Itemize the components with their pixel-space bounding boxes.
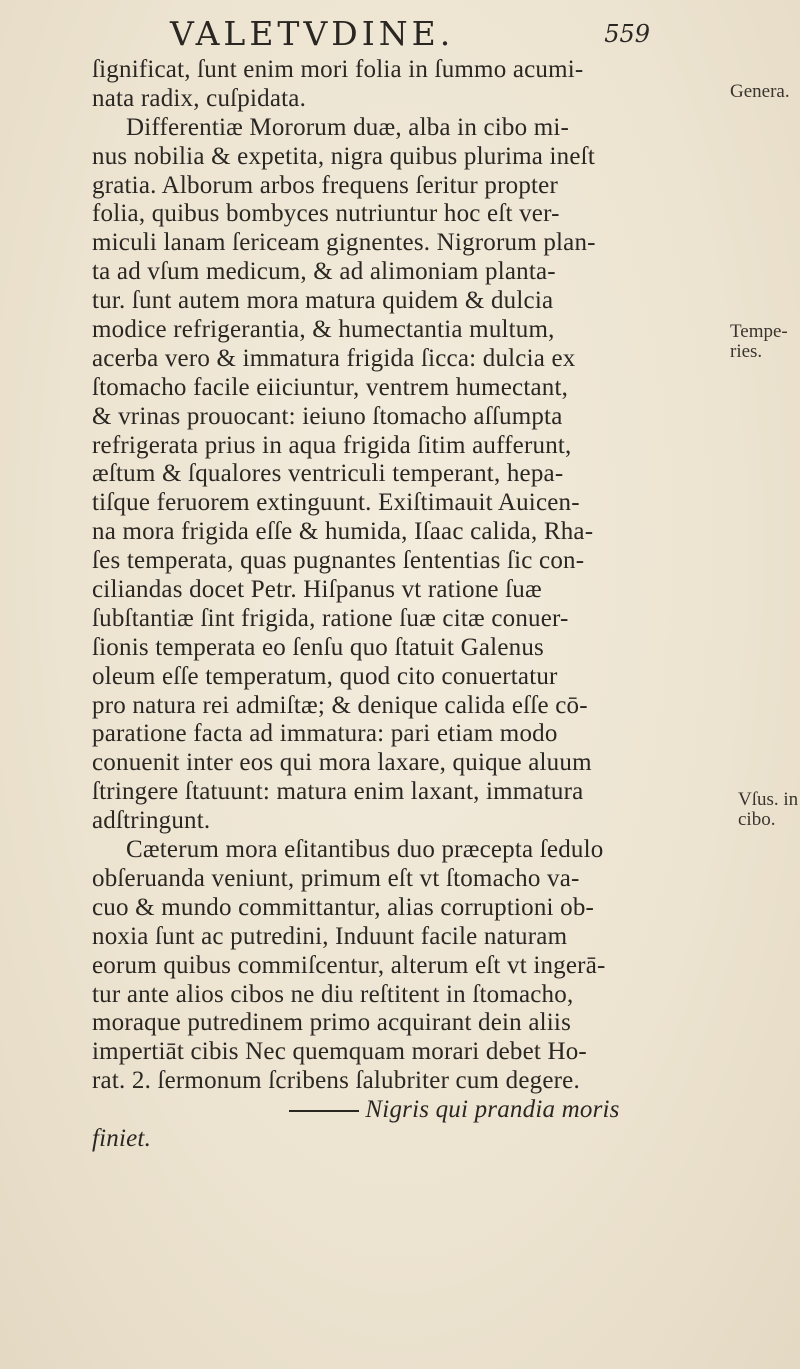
margin-note-text: Genera. bbox=[730, 81, 790, 102]
quotation-text: Nigris qui prandia moris bbox=[365, 1096, 620, 1124]
margin-note-genera bbox=[730, 82, 790, 102]
text-line: oleum eſſe temperatum, quod cito conuertatur bbox=[92, 662, 558, 690]
text-line: ſignificat, ſunt enim mori folia in ſummo acumi- bbox=[92, 56, 584, 83]
text-line: pro natura rei admiſtæ; & denique calida eſſe cō- bbox=[92, 691, 588, 719]
text-line: ta ad vſum medicum, & ad alimoniam planta- bbox=[92, 258, 556, 286]
text-line: moraque putredinem primo acquirant dein aliis bbox=[92, 1009, 571, 1037]
margin-note-text: Vſus. in bbox=[738, 789, 799, 810]
margin-note-text: cibo. bbox=[738, 809, 776, 830]
text-line: tur. ſunt autem mora matura quidem & dulcia bbox=[92, 287, 554, 315]
running-head bbox=[60, 14, 750, 54]
text-line: nata radix, cuſpidata. bbox=[92, 84, 307, 112]
text-line: refrigerata prius in aqua frigida ſitim aufferunt, bbox=[92, 431, 572, 459]
margin-note-text: Tempe- bbox=[730, 321, 788, 342]
quotation-line bbox=[92, 1096, 727, 1125]
text-line: miculi lanam ſericeam gignentes. Nigrorum plan- bbox=[92, 229, 596, 257]
text-line: impertiāt cibis Nec quemquam morari debet Ho- bbox=[92, 1038, 587, 1066]
text-line: æſtum & ſqualores ventriculi temperant, hepa- bbox=[92, 460, 564, 488]
text-line: modice refrigerantia, & humectantia multum, bbox=[92, 316, 555, 344]
text-line: gratia. Alborum arbos frequens ſeritur propter bbox=[92, 171, 558, 199]
text-line: cuo & mundo committantur, alias corruptioni ob- bbox=[92, 893, 595, 921]
text-line: Differentiæ Mororum duæ, alba in cibo mi- bbox=[126, 113, 570, 141]
text-line: rat. 2. ſermonum ſcribens ſalubriter cum degere. bbox=[92, 1067, 580, 1095]
text-line: eorum quibus commiſcentur, alterum eſt vt ingerā- bbox=[92, 951, 606, 979]
text-line: ſes temperata, quas pugnantes ſententias ſic con- bbox=[92, 547, 585, 575]
text-line: ſubſtantiæ ſint frigida, ratione ſuæ citæ conuer- bbox=[92, 604, 569, 632]
text-line: folia, quibus bombyces nutriuntur hoc eſt ver- bbox=[92, 200, 560, 228]
text-line: tur ante alios cibos ne diu reſtitent in ſtomacho, bbox=[92, 980, 574, 1008]
body-text bbox=[92, 56, 727, 1154]
margin-note-vsus bbox=[738, 790, 798, 830]
text-line: tiſque feruorem extinguunt. Exiſtimauit Auicen- bbox=[92, 489, 580, 517]
text-line: & vrinas prouocant: ieiuno ſtomacho aſſumpta bbox=[92, 402, 563, 430]
text-line: noxia ſunt ac putredini, Induunt facile naturam bbox=[92, 922, 568, 950]
dash-rule bbox=[289, 1110, 359, 1112]
text-line: ſionis temperata eo ſenſu quo ſtatuit Galenus bbox=[92, 633, 544, 661]
running-title: VALETVDINE. bbox=[170, 14, 455, 53]
text-line: ſtomacho facile eiiciuntur, ventrem humectant, bbox=[92, 373, 569, 401]
text-line: ſtringere ſtatuunt: matura enim laxant, immatura bbox=[92, 778, 584, 806]
text-line: paratione facta ad immatura: pari etiam modo bbox=[92, 720, 558, 748]
margin-note-text: ries. bbox=[730, 341, 763, 362]
margin-note-temperies bbox=[730, 322, 788, 362]
text-line: Cæterum mora eſitantibus duo præcepta ſedulo bbox=[126, 836, 604, 864]
page-number: 559 bbox=[604, 20, 650, 48]
text-line: acerba vero & immatura frigida ſicca: dulcia ex bbox=[92, 344, 576, 372]
text-line: ciliandas docet Petr. Hiſpanus vt ratione ſuæ bbox=[92, 576, 542, 604]
quotation-ending: finiet. bbox=[92, 1124, 152, 1152]
text-line: conuenit inter eos qui mora laxare, quique aluum bbox=[92, 749, 592, 777]
text-line: na mora frigida eſſe & humida, Iſaac calida, Rha- bbox=[92, 518, 594, 546]
text-line: obſeruanda veniunt, primum eſt vt ſtomacho va- bbox=[92, 864, 580, 892]
text-line: nus nobilia & expetita, nigra quibus plurima ineſt bbox=[92, 142, 595, 170]
text-line: adſtringunt. bbox=[92, 807, 211, 835]
